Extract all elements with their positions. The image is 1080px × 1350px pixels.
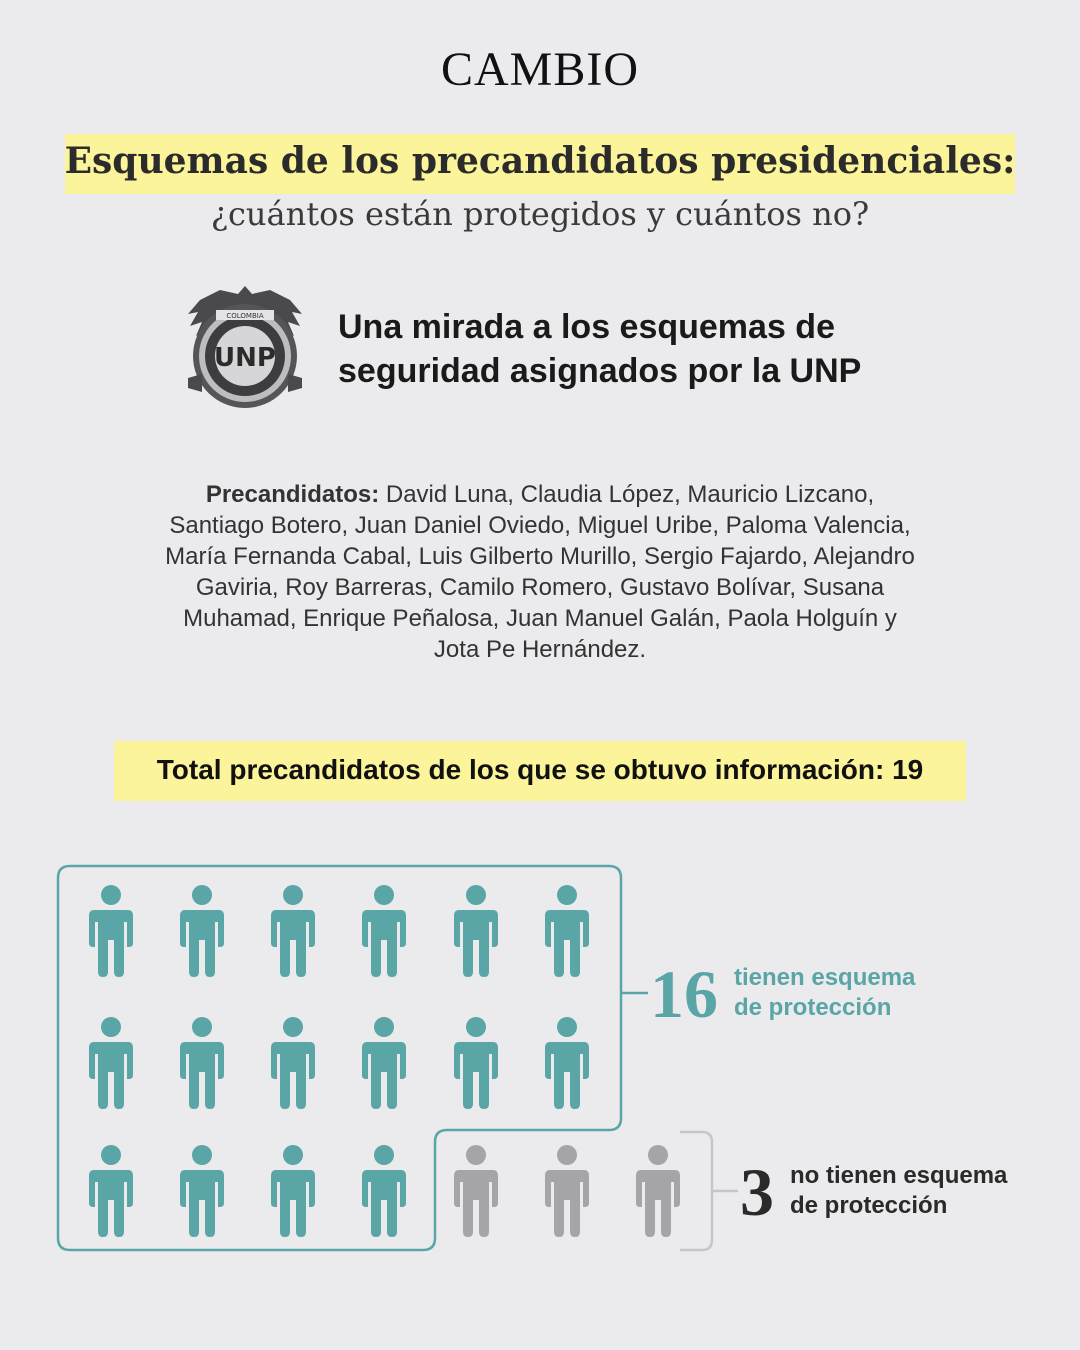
brand-logo: CAMBIO — [440, 43, 640, 96]
person-icon-protected — [362, 885, 406, 977]
person-icon-protected — [454, 1017, 498, 1109]
lead-line-2: seguridad asignados por la UNP — [338, 352, 862, 390]
person-icon-protected — [454, 885, 498, 977]
protected-label-line-1: tienen esquema — [734, 964, 916, 991]
person-icon-unprotected — [545, 1145, 589, 1237]
person-icon-protected — [271, 1145, 315, 1237]
unprotected-label — [790, 1161, 1007, 1221]
lead-line-1: Una mirada a los esquemas de — [338, 308, 835, 346]
person-icon-protected — [362, 1017, 406, 1109]
person-icon-unprotected — [636, 1145, 680, 1237]
person-icon-protected — [89, 1145, 133, 1237]
person-icon-protected — [362, 1145, 406, 1237]
candidate-list-label: Precandidatos: — [205, 481, 380, 508]
unprotected-bracket — [680, 1132, 712, 1250]
logo-text: UNP — [214, 343, 276, 373]
protected-label — [734, 963, 915, 1023]
person-icon-protected — [545, 885, 589, 977]
unprotected-label-line-1: no tienen esquema — [790, 1162, 1008, 1189]
person-icon-unprotected — [454, 1145, 498, 1237]
candidate-names: David Luna, Claudia López, Mauricio Lizcano, Santiago Botero, Juan Daniel Oviedo, Miguel Uribe, Paloma Valencia, María Fernanda Cabal, Luis Gilberto Murillo, Sergio Fajardo, Alejandro Gaviria, Roy Barreras, Camilo Romero, Gustavo Bolívar, Susana Muhamad, Enrique Peñalosa, Juan Manuel Galán, Paola Holguín y Jota Pe Hernández. — [165, 481, 915, 663]
person-icon-protected — [545, 1017, 589, 1109]
protected-bracket — [58, 866, 621, 1250]
page-subtitle: ¿cuántos están protegidos y cuántos no? — [210, 195, 870, 233]
unprotected-label-line-2: de protección — [790, 1192, 948, 1219]
person-icon-protected — [180, 1145, 224, 1237]
unprotected-count: 3 — [740, 1154, 774, 1230]
person-icon-protected — [180, 1017, 224, 1109]
person-icon-protected — [89, 885, 133, 977]
protected-label-line-2: de protección — [734, 994, 892, 1021]
logo-banner-text: COLOMBIA — [226, 312, 264, 320]
person-icon-protected — [271, 1017, 315, 1109]
protected-count: 16 — [650, 956, 718, 1032]
person-icon-protected — [180, 885, 224, 977]
total-label: Total precandidatos de los que se obtuvo información: 19 — [156, 754, 924, 785]
person-icon-protected — [89, 1017, 133, 1109]
person-icon-protected — [271, 885, 315, 977]
page-title: Esquemas de los precandidatos presidenciales: — [64, 140, 1016, 182]
